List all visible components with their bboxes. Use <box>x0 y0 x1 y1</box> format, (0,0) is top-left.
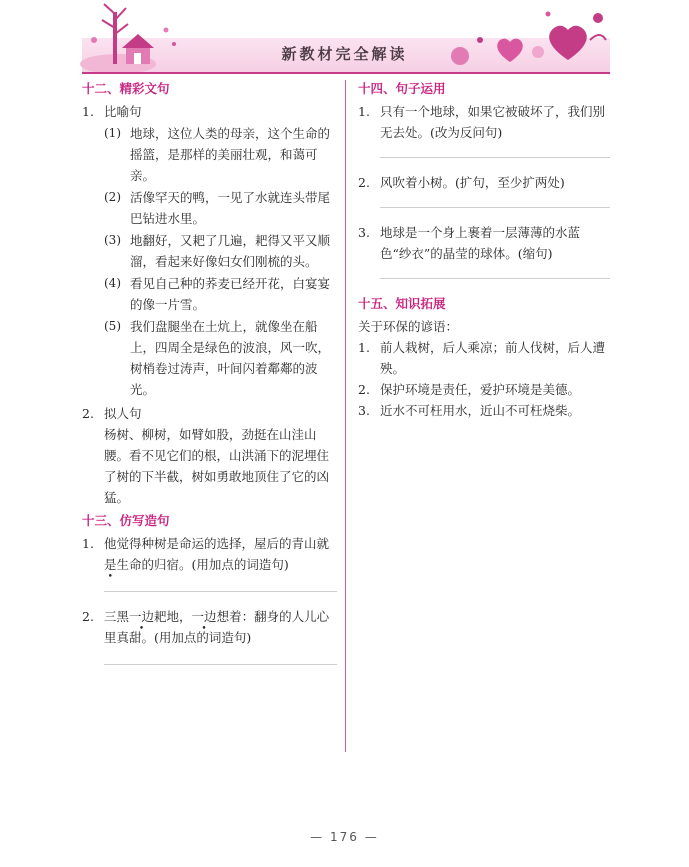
house-tree-decoration-icon <box>78 0 188 76</box>
item-1-metaphor <box>82 101 337 122</box>
sub-text: 地球，这位人类的母亲，这个生命的摇篮，是那样的美丽壮观，和蔼可亲。 <box>130 126 331 183</box>
proverb-text: 前人栽树，后人乘凉；前人伐树，后人遭殃。 <box>380 340 606 376</box>
item-number: 1. <box>82 536 94 551</box>
exercise-14-2 <box>358 172 610 193</box>
question-text-b: 生命的归宿。(用加点的词造句) <box>116 557 289 572</box>
item-number: 2. <box>82 406 94 421</box>
sub-number: (4) <box>104 276 121 290</box>
sub-text: 地翻好，又耙了几遍，耙得又平又顺溜，看起来好像妇女们刚梳的头。 <box>130 233 331 269</box>
proverb-intro: 关于环保的谚语： <box>358 319 459 334</box>
answer-line[interactable] <box>380 157 610 158</box>
sub-number: (3) <box>104 233 121 247</box>
exercise-13-2 <box>82 606 337 648</box>
section-14-title: 十四、句子运用 <box>358 81 446 96</box>
item-number: 1. <box>82 104 94 119</box>
exercise-14-3 <box>358 222 610 264</box>
section-15-title: 十五、知识拓展 <box>358 296 446 311</box>
proverb-text: 近水不可枉用水，近山不可枉烧柴。 <box>380 403 581 418</box>
exercise-14-1 <box>358 101 610 143</box>
proverb-item <box>358 379 610 400</box>
sub-number: (2) <box>104 190 121 204</box>
proverb-text: 保护环境是责任，爱护环境是美德。 <box>380 382 581 397</box>
item-number: 2. <box>358 175 370 190</box>
item-number: 3. <box>358 403 370 418</box>
header-title: 新教材完全解读 <box>281 45 408 63</box>
item-number: 1. <box>358 104 370 119</box>
item-number: 3. <box>358 225 370 240</box>
dotted-word: 一边 <box>191 609 217 624</box>
page-header <box>0 0 689 80</box>
heart-flower-decoration-icon <box>440 0 610 76</box>
sub-item <box>82 230 337 272</box>
question-text-a: 三黑 <box>104 609 130 624</box>
item-number: 2. <box>358 382 370 397</box>
left-column <box>82 78 337 679</box>
sub-number: (1) <box>104 126 121 140</box>
sub-text: 我们盘腿坐在土炕上，就像坐在船上，四周全是绿色的波浪，风一吹，树梢卷过涛声，叶间闪着鄰鄰的波光。 <box>130 319 331 397</box>
answer-line[interactable] <box>380 278 610 279</box>
item-number: 2. <box>82 609 94 624</box>
dotted-word: 是 <box>104 557 117 572</box>
answer-line[interactable] <box>380 207 610 208</box>
item-label: 比喻句 <box>104 104 142 119</box>
section-13-title: 十三、仿写造句 <box>82 513 170 528</box>
section-12-title: 十二、精彩文句 <box>82 81 170 96</box>
answer-line[interactable] <box>104 591 337 592</box>
column-divider <box>345 80 346 752</box>
question-text-a: 他觉得种树是命运的选择，屋后的青山就 <box>104 536 330 551</box>
personification-text: 杨树、柳树，如臂如股，劲挺在山洼山腰。看不见它们的根，山洪涌下的泥埋住了树的下半截，树如勇敢地顶住了它的凶猛。 <box>104 427 330 505</box>
proverb-item <box>358 400 610 421</box>
sub-item <box>82 273 337 315</box>
page-number: — 176 — <box>310 830 379 844</box>
sub-item <box>82 187 337 229</box>
proverb-item <box>358 337 610 379</box>
question-text-c: 想着：翻身的人儿心里真甜。(用加点的词造句) <box>104 609 330 645</box>
answer-line[interactable] <box>104 664 337 665</box>
question-text: 地球是一个身上裹着一层薄薄的水蓝色“纱衣”的晶莹的球体。(缩句) <box>380 225 581 261</box>
sub-text: 活像罕天的鸭，一见了水就连头带尾巴钻进水里。 <box>130 190 331 226</box>
sub-number: (5) <box>104 319 121 333</box>
question-text-b: 耙地， <box>154 609 192 624</box>
item-number: 1. <box>358 340 370 355</box>
header-rule <box>82 72 610 74</box>
exercise-13-1 <box>82 533 337 575</box>
right-column <box>358 78 610 421</box>
sub-item <box>82 123 337 186</box>
sub-text: 看见自己种的荞麦已经开花，白宴宴的像一片雪。 <box>130 276 331 312</box>
sub-item <box>82 316 337 400</box>
question-text: 只有一个地球，如果它被破坏了，我们别无去处。(改为反问句) <box>380 104 606 140</box>
question-text: 风吹着小树。(扩句，至少扩两处) <box>380 175 565 190</box>
item-label: 拟人句 <box>104 406 142 421</box>
dotted-word: 一边 <box>129 609 155 624</box>
item-2-personification <box>82 403 337 424</box>
